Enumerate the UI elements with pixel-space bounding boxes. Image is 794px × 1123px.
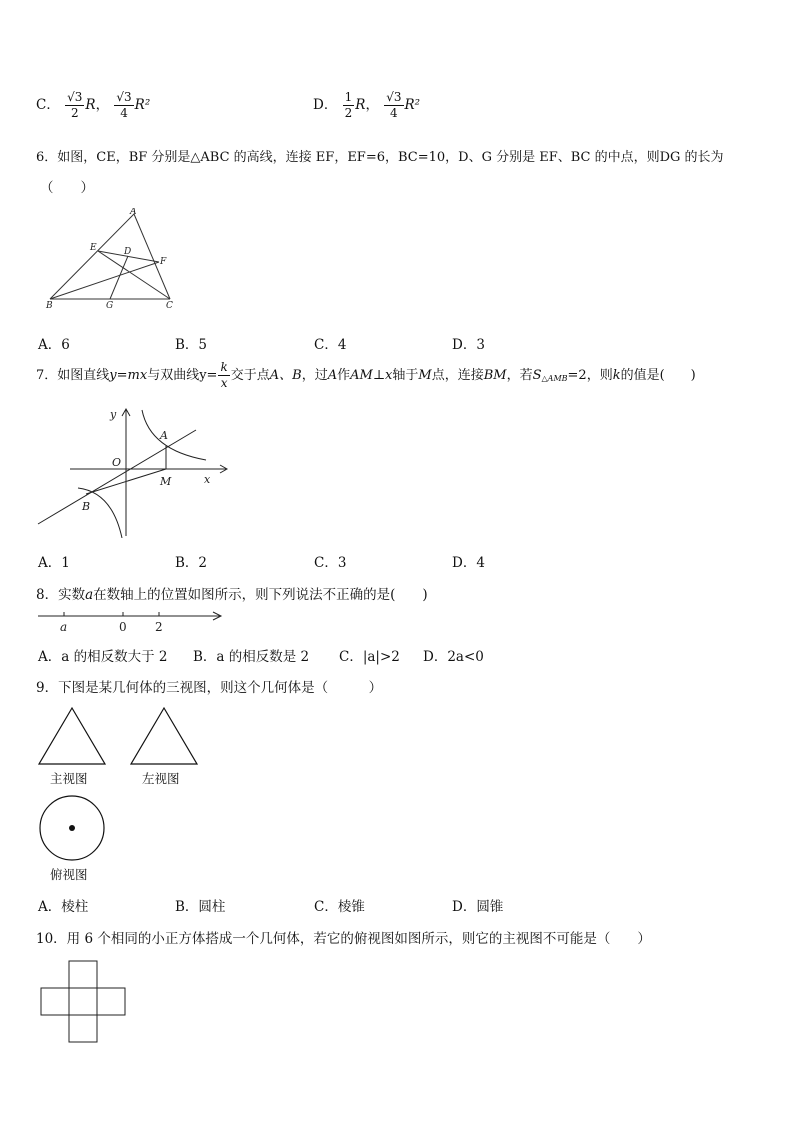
q10-stem: 10．用 6 个相同的小正方体搭成一个几何体，若它的俯视图如图所示，则它的主视图不可能是（ ） <box>36 931 651 947</box>
label-c: C <box>166 301 173 310</box>
label-g: G <box>106 301 114 310</box>
q6-option-b[interactable]: B．5 <box>175 337 208 353</box>
q8-option-b[interactable]: B．a 的相反数是 2 <box>193 649 310 665</box>
q6-option-c[interactable]: C．4 <box>314 337 347 353</box>
q9-stem: 9．下图是某几何体的三视图，则这个几何体是（ ） <box>36 680 383 696</box>
q7-option-b[interactable]: B．2 <box>175 555 208 571</box>
q5-option-c: C． $\frac{√3}{2}$ R， $\frac{√3}{4}$ R² <box>36 90 151 120</box>
q9-option-a[interactable]: A．棱柱 <box>38 899 89 915</box>
label-e: E <box>90 243 97 253</box>
fraction: $\frac{1}{2}$ <box>344 90 353 120</box>
q9-option-c[interactable]: C．棱锥 <box>314 899 365 915</box>
q8-option-a[interactable]: A．a 的相反数大于 2 <box>38 649 168 665</box>
label-a: A <box>130 208 137 217</box>
label-o: O <box>112 456 122 469</box>
q6-option-a[interactable]: A．6 <box>38 337 70 353</box>
label-a: a <box>60 620 68 634</box>
front-view-triangle <box>36 705 108 767</box>
label-b: B <box>82 500 91 513</box>
q8-stem: 8．实数a在数轴上的位置如图所示，则下列说法不正确的是( ) <box>36 587 428 603</box>
q6-answer-blank: （ ） <box>40 180 94 196</box>
label-x: x <box>204 473 211 486</box>
fraction: $\frac{√3}{4}$ <box>386 90 402 120</box>
q7-option-c[interactable]: C．3 <box>314 555 347 571</box>
label-f: F <box>160 257 167 267</box>
label-d: D <box>124 247 132 257</box>
fraction: $\frac{k}{x}$ <box>220 360 228 390</box>
q8-option-d[interactable]: D．2a<0 <box>423 649 484 665</box>
fraction: $\frac{√3}{2}$ <box>67 90 83 120</box>
q8-option-c[interactable]: C．|a|>2 <box>339 649 400 665</box>
label-m: M <box>160 475 172 488</box>
q6-option-d[interactable]: D．3 <box>452 337 485 353</box>
q6-stem: 6．如图，CE，BF 分别是△ABC 的高线，连接 EF，EF=6，BC=10，D、G 分别是 EF、BC 的中点，则DG 的长为 <box>36 150 724 165</box>
label-a: A <box>160 429 168 442</box>
q8-number-line <box>36 606 228 634</box>
label-two: 2 <box>155 620 163 634</box>
top-view-circle <box>36 793 108 863</box>
q6-triangle-figure <box>38 208 188 310</box>
q7-stem: 7．如图直线y=mx与双曲线y= $\frac{k}{x}$ 交于点A、B，过A作AM⊥x轴于M点，连接BM，若$S_{\triangle AMB}=2$，则k的值是( ) <box>36 360 696 390</box>
label-y: y <box>110 408 117 421</box>
q9-option-b[interactable]: B．圆柱 <box>175 899 226 915</box>
q9-option-d[interactable]: D．圆锥 <box>452 899 504 915</box>
label-b: B <box>46 301 53 310</box>
left-view-triangle <box>128 705 200 767</box>
top-view-caption: 俯视图 <box>50 867 88 882</box>
label-zero: 0 <box>119 620 127 634</box>
q10-top-view-figure <box>36 955 132 1047</box>
q5-option-d: D． $\frac{1}{2}$ R， $\frac{√3}{4}$ R² <box>313 90 421 120</box>
q7-option-a[interactable]: A．1 <box>38 555 70 571</box>
left-view-caption: 左视图 <box>142 771 180 786</box>
front-view-caption: 主视图 <box>50 771 88 786</box>
q7-hyperbola-figure <box>36 402 236 538</box>
fraction: $\frac{√3}{4}$ <box>116 90 132 120</box>
q7-option-d[interactable]: D．4 <box>452 555 485 571</box>
